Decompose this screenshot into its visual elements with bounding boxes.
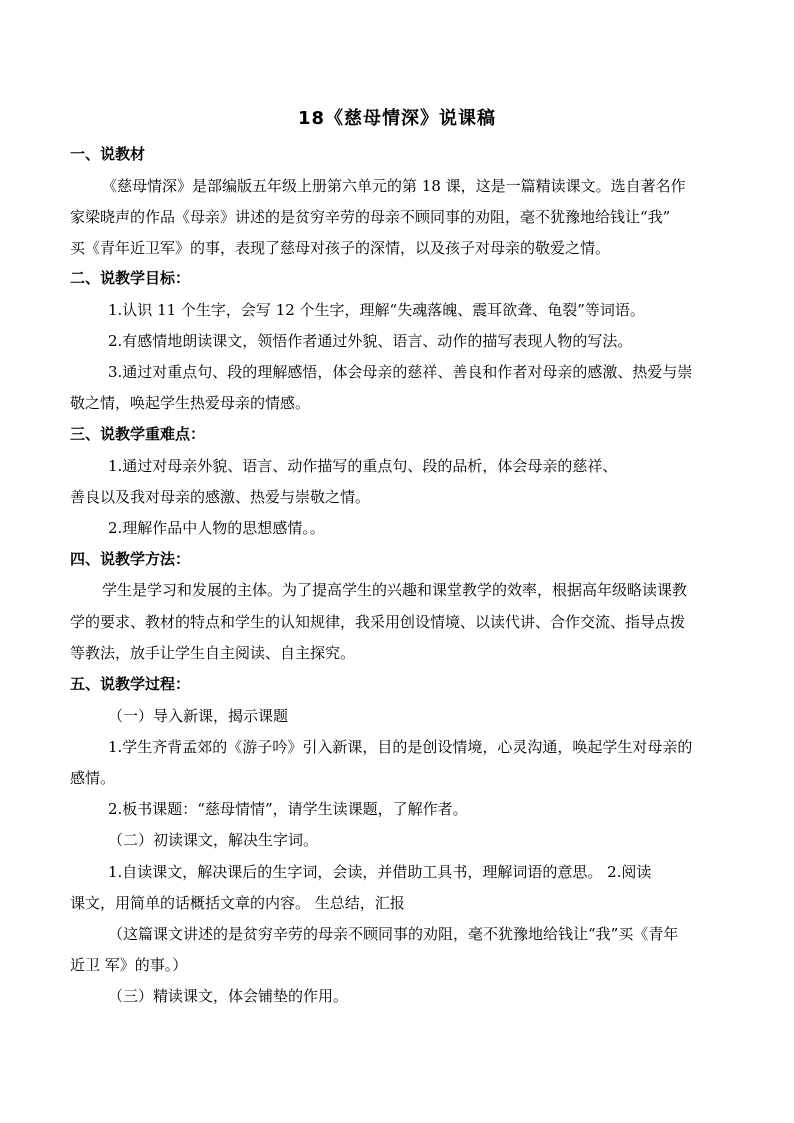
paragraph-line: 近卫 军》的事。） [70, 956, 188, 974]
paragraph-line: （二）初读课文，解决生字词。 [108, 831, 319, 849]
paragraph-line: （三）精读课文，体会铺垫的作用。 [108, 987, 349, 1005]
paragraph-line: 2.板书课题：“慈母情情”，请学生读课题，了解作者。 [108, 800, 468, 818]
paragraph-line: （这篇课文讲述的是贫穷辛劳的母亲不顾同事的劝阻，毫不犹豫地给钱让“我”买《青年 [108, 925, 679, 943]
paragraph-line: 买《青年近卫军》的事，表现了慈母对孩子的深情，以及孩子对母亲的敬爱之情。 [70, 239, 611, 257]
paragraph-line: 3.通过对重点句、段的理解感悟，体会母亲的慈祥、善良和作者对母亲的感激、热爱与崇 [108, 363, 693, 381]
paragraph-line: 等教法，放手让学生自主阅读、自主探究。 [70, 644, 356, 662]
paragraph-line: 1.通过对母亲外貌、语言、动作描写的重点句、段的品析，体会母亲的慈祥、 [108, 457, 618, 475]
paragraph-line: （一）导入新课，揭示课题 [108, 707, 289, 725]
paragraph-line: 2.有感情地朗读课文，领悟作者通过外貌、语言、动作的描写表现人物的写法。 [108, 332, 633, 350]
section-heading: 五、说教学过程： [70, 675, 191, 693]
paragraph-line: 《慈母情深》是部编版五年级上册第六单元的第 18 课，这是一篇精读课文。选自著名作 [102, 177, 686, 195]
section-heading: 二、说教学目标： [70, 269, 191, 287]
paragraph-line: 2.理解作品中人物的思想感情。。 [108, 519, 325, 537]
paragraph-line: 课文，用简单的话概括文章的内容。 生总结，汇报 [70, 894, 405, 912]
paragraph-line: 学的要求、教材的特点和学生的认知规律，我采用创设情境、以读代讲、合作交流、指导点拨 [70, 613, 686, 631]
section-heading: 三、说教学重难点： [70, 425, 206, 443]
paragraph-line: 敬之情，唤起学生热爱母亲的情感。 [70, 394, 311, 412]
section-heading: 一、说教材 [70, 145, 146, 163]
paragraph-line: 1.自读课文，解决课后的生字词，会读，并借助工具书，理解词语的意思。 2.阅读 [108, 863, 652, 881]
paragraph-line: 学生是学习和发展的主体。为了提高学生的兴趣和课堂教学的效率，根据高年级略读课教 [102, 581, 688, 599]
paragraph-line: 感情。 [70, 769, 116, 787]
document-title: 18《慈母情深》说课稿 [297, 108, 497, 129]
paragraph-line: 家梁晓声的作品《母亲》讲述的是贫穷辛劳的母亲不顾同事的劝阻，毫不犹豫地给钱让“我” [70, 208, 671, 226]
paragraph-line: 1.认识 11 个生字，会写 12 个生字，理解“失魂落魄、震耳欲聋、龟裂”等词语。 [108, 301, 645, 319]
paragraph-line: 1.学生齐背孟郊的《游子吟》引入新课，目的是创设情境，心灵沟通，唤起学生对母亲的 [108, 738, 693, 756]
paragraph-line: 善良以及我对母亲的感激、热爱与崇敬之情。 [70, 488, 371, 506]
section-heading: 四、说教学方法： [70, 550, 191, 568]
